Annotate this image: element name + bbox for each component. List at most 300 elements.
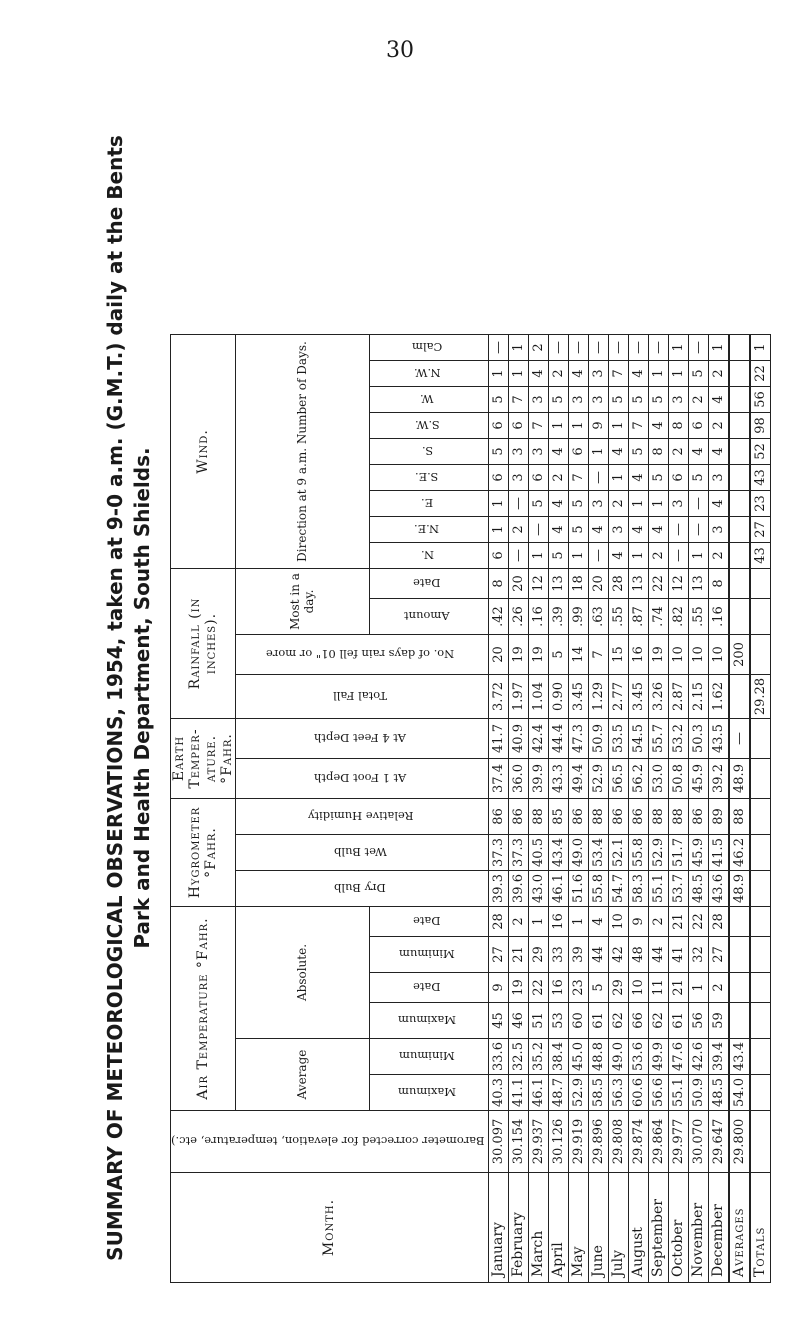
total-cell: 3.26 bbox=[648, 675, 668, 719]
rh-cell: 86 bbox=[488, 799, 508, 835]
wSW-cell: 6 bbox=[508, 413, 528, 439]
amt-cell bbox=[750, 599, 771, 635]
wNW-cell: 5 bbox=[688, 361, 708, 387]
wNW-cell: 3 bbox=[588, 361, 608, 387]
rotated-page bbox=[100, 53, 768, 1343]
rainfall-header: Rainfall (in inches). bbox=[171, 569, 236, 719]
wE-cell: 5 bbox=[568, 491, 588, 517]
wW-cell: 7 bbox=[508, 387, 528, 413]
total-cell: 2.87 bbox=[668, 675, 688, 719]
air-temperature-header: Air Temperature °Fahr. bbox=[171, 907, 236, 1111]
avmax-cell: 48.7 bbox=[548, 1075, 568, 1111]
days-cell: 20 bbox=[488, 635, 508, 675]
wN-cell: 6 bbox=[488, 543, 508, 569]
wNW-cell: 1 bbox=[648, 361, 668, 387]
one-foot-depth-header: At 1 Foot Depth bbox=[236, 759, 489, 799]
avmin-cell: 32.5 bbox=[508, 1039, 528, 1075]
amt-cell: .55 bbox=[688, 599, 708, 635]
avmax-cell: 52.9 bbox=[568, 1075, 588, 1111]
wCalm-cell: — bbox=[688, 335, 708, 361]
table-row bbox=[729, 335, 750, 1283]
dry-cell: 39.3 bbox=[488, 871, 508, 907]
absmin-cell: 42 bbox=[608, 937, 628, 973]
dry-cell: 54.7 bbox=[608, 871, 628, 907]
wE-cell: 1 bbox=[648, 491, 668, 517]
maxdate-cell bbox=[729, 973, 750, 1003]
month-cell: February bbox=[508, 1173, 528, 1283]
days-cell: 10 bbox=[668, 635, 688, 675]
dry-cell: 51.6 bbox=[568, 871, 588, 907]
dry-cell: 48.9 bbox=[729, 871, 750, 907]
days-cell: 19 bbox=[508, 635, 528, 675]
dry-cell: 48.5 bbox=[688, 871, 708, 907]
avmax-cell: 41.1 bbox=[508, 1075, 528, 1111]
maxdate-cell: 9 bbox=[488, 973, 508, 1003]
maxdate-cell: 21 bbox=[668, 973, 688, 1003]
total-cell: 29.28 bbox=[750, 675, 771, 719]
avmin-cell: 39.4 bbox=[708, 1039, 729, 1075]
wSE-cell: 6 bbox=[668, 465, 688, 491]
rh-cell: 86 bbox=[628, 799, 648, 835]
absmax-cell: 61 bbox=[668, 1003, 688, 1039]
absolute-header: Absolute. bbox=[236, 907, 370, 1039]
ft4-cell: 54.5 bbox=[628, 719, 648, 759]
wCalm-cell: 1 bbox=[708, 335, 729, 361]
absmin-cell: 44 bbox=[648, 937, 668, 973]
wW-cell: 5 bbox=[548, 387, 568, 413]
avmin-cell: 45.0 bbox=[568, 1039, 588, 1075]
wet-bulb-header: Wet Bulb bbox=[236, 835, 489, 871]
avmax-cell: 55.1 bbox=[668, 1075, 688, 1111]
absmin-cell: 33 bbox=[548, 937, 568, 973]
wet-cell: 52.9 bbox=[648, 835, 668, 871]
wet-cell: 52.1 bbox=[608, 835, 628, 871]
absmax-cell bbox=[729, 1003, 750, 1039]
mindate-cell: 1 bbox=[568, 907, 588, 937]
table-row bbox=[508, 335, 528, 1283]
month-cell: April bbox=[548, 1173, 568, 1283]
title-line-1: SUMMARY OF METEOROLOGICAL OBSERVATIONS, 1954, taken at 9-0 a.m. (G.M.T.) daily at the Bents bbox=[103, 135, 127, 1261]
mindate-cell: 2 bbox=[508, 907, 528, 937]
absmin-cell: 32 bbox=[688, 937, 708, 973]
wNE-cell: 3 bbox=[608, 517, 628, 543]
avmin-cell: 38.4 bbox=[548, 1039, 568, 1075]
ft4-cell: 50.3 bbox=[688, 719, 708, 759]
abs-minimum-header: Minimum bbox=[369, 937, 488, 973]
barometer-header: Barometer corrected for elevation, temperature, etc.) bbox=[171, 1111, 489, 1173]
wN-cell: — bbox=[508, 543, 528, 569]
ft4-cell: 41.7 bbox=[488, 719, 508, 759]
wW-cell: 3 bbox=[528, 387, 548, 413]
wE-cell: 1 bbox=[628, 491, 648, 517]
meteorological-table bbox=[170, 334, 771, 1283]
wNE-cell: 27 bbox=[750, 517, 771, 543]
rh-cell: 88 bbox=[668, 799, 688, 835]
rh-cell: 85 bbox=[548, 799, 568, 835]
wN-cell: 43 bbox=[750, 543, 771, 569]
ft4-cell: 40.9 bbox=[508, 719, 528, 759]
days-cell: 16 bbox=[628, 635, 648, 675]
amt-cell: .82 bbox=[668, 599, 688, 635]
mdate-cell: 8 bbox=[708, 569, 729, 599]
maxdate-cell: 2 bbox=[708, 973, 729, 1003]
maxdate-cell: 16 bbox=[548, 973, 568, 1003]
amt-cell: .16 bbox=[528, 599, 548, 635]
ft4-cell: 55.7 bbox=[648, 719, 668, 759]
wSW-cell: 1 bbox=[568, 413, 588, 439]
wN-cell: 5 bbox=[548, 543, 568, 569]
rh-cell: 88 bbox=[729, 799, 750, 835]
wSW-cell: 8 bbox=[668, 413, 688, 439]
ft1-cell bbox=[750, 759, 771, 799]
table-row bbox=[750, 335, 771, 1283]
wSW-cell: 1 bbox=[608, 413, 628, 439]
month-header: Month. bbox=[171, 1173, 489, 1283]
mdate-cell: 20 bbox=[588, 569, 608, 599]
amt-cell: .87 bbox=[628, 599, 648, 635]
absmin-cell: 27 bbox=[708, 937, 729, 973]
wW-cell: 5 bbox=[488, 387, 508, 413]
wNE-cell: 1 bbox=[488, 517, 508, 543]
wind-sw-header: S.W. bbox=[369, 413, 488, 439]
days-cell: 19 bbox=[648, 635, 668, 675]
wNW-cell: 2 bbox=[708, 361, 729, 387]
wNE-cell bbox=[729, 517, 750, 543]
amt-cell: .55 bbox=[608, 599, 628, 635]
amt-cell: .63 bbox=[588, 599, 608, 635]
ft4-cell bbox=[750, 719, 771, 759]
table-row bbox=[568, 335, 588, 1283]
mdate-cell: 12 bbox=[668, 569, 688, 599]
wN-cell: 1 bbox=[628, 543, 648, 569]
month-cell: June bbox=[588, 1173, 608, 1283]
wN-cell: 2 bbox=[648, 543, 668, 569]
table-row bbox=[648, 335, 668, 1283]
wS-cell: 5 bbox=[488, 439, 508, 465]
table-row bbox=[608, 335, 628, 1283]
wSE-cell: 6 bbox=[528, 465, 548, 491]
ft4-cell: 42.4 bbox=[528, 719, 548, 759]
bar-cell: 29.808 bbox=[608, 1111, 628, 1173]
bar-cell: 29.800 bbox=[729, 1111, 750, 1173]
mdate-cell: 12 bbox=[528, 569, 548, 599]
wSE-cell: 4 bbox=[628, 465, 648, 491]
maxdate-cell: 5 bbox=[588, 973, 608, 1003]
total-cell: 3.45 bbox=[628, 675, 648, 719]
wNW-cell: 4 bbox=[528, 361, 548, 387]
wind-e-header: E. bbox=[369, 491, 488, 517]
ft1-cell: 50.8 bbox=[668, 759, 688, 799]
days-cell bbox=[750, 635, 771, 675]
table-row bbox=[688, 335, 708, 1283]
wE-cell: 5 bbox=[528, 491, 548, 517]
wNE-cell: 2 bbox=[508, 517, 528, 543]
wSE-cell: 43 bbox=[750, 465, 771, 491]
amt-cell: .99 bbox=[568, 599, 588, 635]
mindate-cell: 9 bbox=[628, 907, 648, 937]
wSW-cell: 98 bbox=[750, 413, 771, 439]
table-row bbox=[708, 335, 729, 1283]
mindate-cell bbox=[729, 907, 750, 937]
dry-cell bbox=[750, 871, 771, 907]
wW-cell: 56 bbox=[750, 387, 771, 413]
days-cell: 200 bbox=[729, 635, 750, 675]
dry-cell: 55.1 bbox=[648, 871, 668, 907]
maxdate-cell: 1 bbox=[688, 973, 708, 1003]
wCalm-cell: — bbox=[568, 335, 588, 361]
days-cell: 19 bbox=[528, 635, 548, 675]
table-body bbox=[488, 335, 770, 1283]
month-cell: Totals bbox=[750, 1173, 771, 1283]
dry-cell: 39.6 bbox=[508, 871, 528, 907]
total-cell bbox=[729, 675, 750, 719]
wE-cell: 3 bbox=[668, 491, 688, 517]
mdate-cell: 28 bbox=[608, 569, 628, 599]
rh-cell: 89 bbox=[708, 799, 729, 835]
wN-cell bbox=[729, 543, 750, 569]
days-cell: 14 bbox=[568, 635, 588, 675]
wSW-cell bbox=[729, 413, 750, 439]
wSW-cell: 6 bbox=[488, 413, 508, 439]
ft1-cell: 56.5 bbox=[608, 759, 628, 799]
wSW-cell: 9 bbox=[588, 413, 608, 439]
wSE-cell: 7 bbox=[568, 465, 588, 491]
avmin-cell: 47.6 bbox=[668, 1039, 688, 1075]
wE-cell: — bbox=[688, 491, 708, 517]
mdate-cell: 22 bbox=[648, 569, 668, 599]
dry-cell: 58.3 bbox=[628, 871, 648, 907]
ft1-cell: 52.9 bbox=[588, 759, 608, 799]
wet-cell: 41.5 bbox=[708, 835, 729, 871]
wNW-cell: 22 bbox=[750, 361, 771, 387]
table-row bbox=[528, 335, 548, 1283]
absmin-cell: 44 bbox=[588, 937, 608, 973]
wW-cell: 5 bbox=[608, 387, 628, 413]
days-cell: 7 bbox=[588, 635, 608, 675]
month-cell: January bbox=[488, 1173, 508, 1283]
rh-cell: 88 bbox=[648, 799, 668, 835]
wS-cell: 4 bbox=[708, 439, 729, 465]
month-cell: September bbox=[648, 1173, 668, 1283]
bar-cell: 30.126 bbox=[548, 1111, 568, 1173]
month-cell: October bbox=[668, 1173, 688, 1283]
wS-cell: 52 bbox=[750, 439, 771, 465]
wS-cell: 2 bbox=[668, 439, 688, 465]
wN-cell: 4 bbox=[608, 543, 628, 569]
ft1-cell: 39.9 bbox=[528, 759, 548, 799]
wNE-cell: 4 bbox=[648, 517, 668, 543]
bar-cell: 30.097 bbox=[488, 1111, 508, 1173]
wSE-cell: — bbox=[588, 465, 608, 491]
wet-cell: 49.0 bbox=[568, 835, 588, 871]
days-cell: 15 bbox=[608, 635, 628, 675]
avmax-cell: 46.1 bbox=[528, 1075, 548, 1111]
absmin-cell: 29 bbox=[528, 937, 548, 973]
absmin-cell bbox=[750, 937, 771, 973]
ft4-cell: — bbox=[729, 719, 750, 759]
wS-cell: 4 bbox=[548, 439, 568, 465]
rh-cell: 86 bbox=[688, 799, 708, 835]
ft1-cell: 39.2 bbox=[708, 759, 729, 799]
wS-cell: 3 bbox=[508, 439, 528, 465]
wW-cell: 4 bbox=[708, 387, 729, 413]
maxdate-cell: 22 bbox=[528, 973, 548, 1003]
wSE-cell: 5 bbox=[648, 465, 668, 491]
avmin-cell bbox=[750, 1039, 771, 1075]
wS-cell: 4 bbox=[608, 439, 628, 465]
wet-cell: 43.4 bbox=[548, 835, 568, 871]
avmax-cell: 56.3 bbox=[608, 1075, 628, 1111]
mindate-cell: 21 bbox=[668, 907, 688, 937]
wW-cell bbox=[729, 387, 750, 413]
wNW-cell: 1 bbox=[668, 361, 688, 387]
total-cell: 1.04 bbox=[528, 675, 548, 719]
wN-cell: 1 bbox=[528, 543, 548, 569]
wW-cell: 2 bbox=[688, 387, 708, 413]
mindate-cell: 10 bbox=[608, 907, 628, 937]
bar-cell: 29.864 bbox=[648, 1111, 668, 1173]
wNE-cell: — bbox=[528, 517, 548, 543]
wind-header: Wind. bbox=[171, 335, 236, 569]
mdate-cell: 20 bbox=[508, 569, 528, 599]
mindate-cell bbox=[750, 907, 771, 937]
avmax-cell: 48.5 bbox=[708, 1075, 729, 1111]
wet-cell: 40.5 bbox=[528, 835, 548, 871]
wNE-cell: — bbox=[688, 517, 708, 543]
maxdate-cell bbox=[750, 973, 771, 1003]
wE-cell: 4 bbox=[708, 491, 729, 517]
absmin-cell: 27 bbox=[488, 937, 508, 973]
wN-cell: — bbox=[588, 543, 608, 569]
ft1-cell: 48.9 bbox=[729, 759, 750, 799]
table-row bbox=[488, 335, 508, 1283]
bar-cell bbox=[750, 1111, 771, 1173]
wind-s-header: S. bbox=[369, 439, 488, 465]
dry-cell: 43.0 bbox=[528, 871, 548, 907]
dry-bulb-header: Dry Bulb bbox=[236, 871, 489, 907]
mdate-cell: 13 bbox=[688, 569, 708, 599]
abs-maximum-header: Maximum bbox=[369, 1003, 488, 1039]
wS-cell bbox=[729, 439, 750, 465]
wW-cell: 5 bbox=[648, 387, 668, 413]
table-row bbox=[588, 335, 608, 1283]
wSW-cell: 7 bbox=[528, 413, 548, 439]
document-title bbox=[102, 53, 156, 1343]
mindate-cell: 2 bbox=[648, 907, 668, 937]
rain-days-header: No. of days rain fell 01" or more bbox=[236, 635, 489, 675]
month-cell: November bbox=[688, 1173, 708, 1283]
amt-cell: .42 bbox=[488, 599, 508, 635]
wNE-cell: 4 bbox=[548, 517, 568, 543]
amt-cell: .26 bbox=[508, 599, 528, 635]
ft4-cell: 53.2 bbox=[668, 719, 688, 759]
amt-cell: .39 bbox=[548, 599, 568, 635]
wind-se-header: S.E. bbox=[369, 465, 488, 491]
mdate-cell: 13 bbox=[548, 569, 568, 599]
wSW-cell: 4 bbox=[648, 413, 668, 439]
wCalm-cell: — bbox=[548, 335, 568, 361]
avg-minimum-header: Minimum bbox=[369, 1039, 488, 1075]
wNW-cell bbox=[729, 361, 750, 387]
relative-humidity-header: Relative Humidity bbox=[236, 799, 489, 835]
wS-cell: 3 bbox=[528, 439, 548, 465]
avmin-cell: 53.6 bbox=[628, 1039, 648, 1075]
avmax-cell: 60.6 bbox=[628, 1075, 648, 1111]
wCalm-cell: 2 bbox=[528, 335, 548, 361]
wSW-cell: 1 bbox=[548, 413, 568, 439]
mdate-cell bbox=[729, 569, 750, 599]
dry-cell: 46.1 bbox=[548, 871, 568, 907]
hygrometer-header: Hygrometer °Fahr. bbox=[171, 799, 236, 907]
absmin-cell bbox=[729, 937, 750, 973]
absmax-cell: 56 bbox=[688, 1003, 708, 1039]
absmax-cell: 66 bbox=[628, 1003, 648, 1039]
abs-min-date-header: Date bbox=[369, 907, 488, 937]
wet-cell: 37.3 bbox=[488, 835, 508, 871]
wNW-cell: 7 bbox=[608, 361, 628, 387]
avmax-cell: 50.9 bbox=[688, 1075, 708, 1111]
wSE-cell: 1 bbox=[608, 465, 628, 491]
wCalm-cell: — bbox=[588, 335, 608, 361]
mindate-cell: 22 bbox=[688, 907, 708, 937]
absmax-cell: 59 bbox=[708, 1003, 729, 1039]
wCalm-cell: — bbox=[628, 335, 648, 361]
amt-cell: .16 bbox=[708, 599, 729, 635]
wNE-cell: 5 bbox=[568, 517, 588, 543]
wind-w-header: W. bbox=[369, 387, 488, 413]
wE-cell: 3 bbox=[588, 491, 608, 517]
ft4-cell: 50.9 bbox=[588, 719, 608, 759]
ft1-cell: 49.4 bbox=[568, 759, 588, 799]
absmax-cell: 45 bbox=[488, 1003, 508, 1039]
wW-cell: 5 bbox=[628, 387, 648, 413]
wSE-cell: 2 bbox=[548, 465, 568, 491]
days-cell: 5 bbox=[548, 635, 568, 675]
mdate-cell: 13 bbox=[628, 569, 648, 599]
total-cell: 2.15 bbox=[688, 675, 708, 719]
absmin-cell: 48 bbox=[628, 937, 648, 973]
dry-cell: 55.8 bbox=[588, 871, 608, 907]
wN-cell: 1 bbox=[688, 543, 708, 569]
absmax-cell: 60 bbox=[568, 1003, 588, 1039]
total-cell: 0.90 bbox=[548, 675, 568, 719]
mdate-cell: 18 bbox=[568, 569, 588, 599]
rh-cell: 86 bbox=[608, 799, 628, 835]
avmin-cell: 43.4 bbox=[729, 1039, 750, 1075]
bar-cell: 29.874 bbox=[628, 1111, 648, 1173]
bar-cell: 29.647 bbox=[708, 1111, 729, 1173]
absmax-cell: 53 bbox=[548, 1003, 568, 1039]
month-cell: March bbox=[528, 1173, 548, 1283]
wSE-cell bbox=[729, 465, 750, 491]
wet-cell: 37.3 bbox=[508, 835, 528, 871]
wCalm-cell: — bbox=[608, 335, 628, 361]
avmin-cell: 48.8 bbox=[588, 1039, 608, 1075]
wet-cell: 51.7 bbox=[668, 835, 688, 871]
wW-cell: 3 bbox=[568, 387, 588, 413]
wCalm-cell bbox=[729, 335, 750, 361]
mindate-cell: 16 bbox=[548, 907, 568, 937]
wSW-cell: 7 bbox=[628, 413, 648, 439]
maxdate-cell: 10 bbox=[628, 973, 648, 1003]
title-line-2: Park and Health Department, South Shields. bbox=[130, 447, 154, 949]
wNE-cell: 4 bbox=[628, 517, 648, 543]
avmax-cell: 40.3 bbox=[488, 1075, 508, 1111]
absmax-cell: 51 bbox=[528, 1003, 548, 1039]
table-row bbox=[668, 335, 688, 1283]
wW-cell: 3 bbox=[588, 387, 608, 413]
wSE-cell: 5 bbox=[688, 465, 708, 491]
